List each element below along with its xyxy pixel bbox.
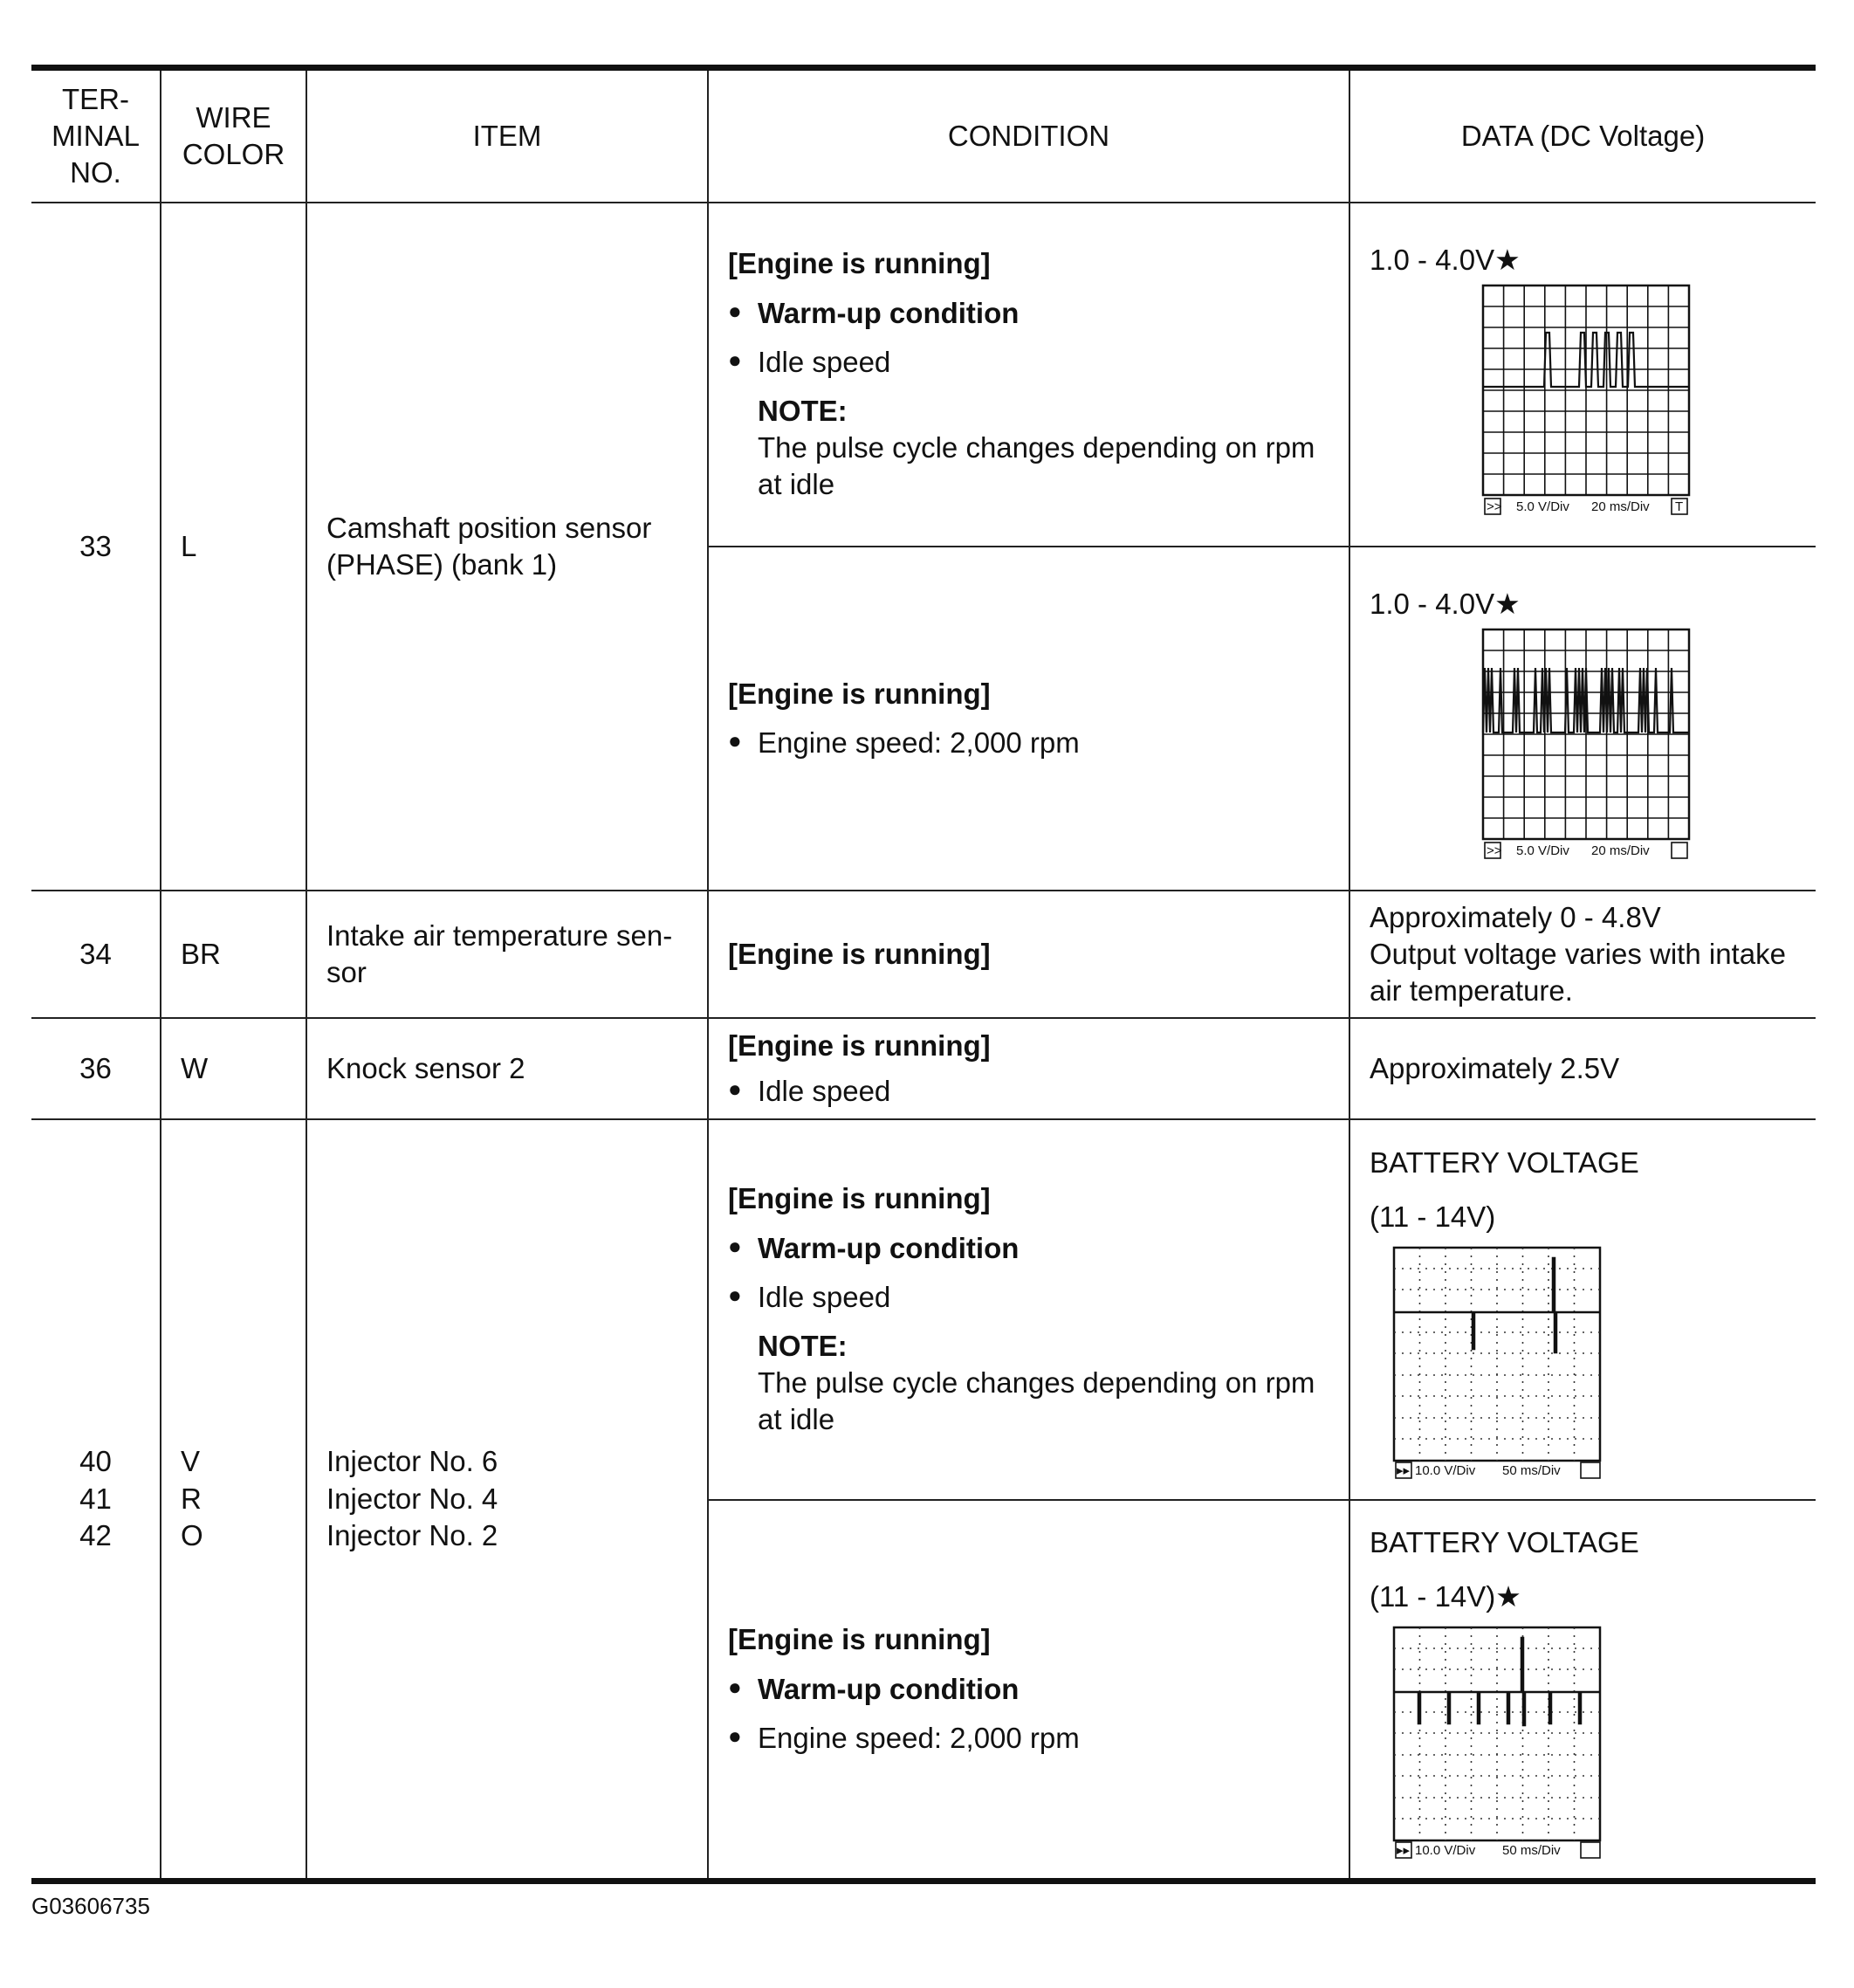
item-cell: Intake air temperature sen- sor <box>306 891 708 1018</box>
wire-color-cell: BR <box>161 891 306 1018</box>
data-cell <box>1349 203 1816 547</box>
condition-bullet: ● Idle speed <box>728 1279 1329 1316</box>
data-value: (11 - 14V)★ <box>1370 1579 1521 1613</box>
note-text: The pulse cycle changes depending on rpm at idle <box>758 1366 1315 1436</box>
scope-grid <box>1394 1627 1600 1840</box>
condition-note <box>728 393 1329 504</box>
condition-heading: [Engine is running] <box>728 1182 991 1215</box>
oscilloscope-waveform <box>1392 1246 1607 1482</box>
condition-heading: [Engine is running] <box>728 1623 991 1656</box>
terminal-cell: 36 <box>31 1018 161 1119</box>
condition-cell <box>708 891 1349 1018</box>
terminal-cell: 34 <box>31 891 161 1018</box>
note-label: NOTE: <box>758 395 848 427</box>
condition-cell <box>708 1018 1349 1119</box>
scope-run-icon: >> <box>1487 499 1502 515</box>
scope-volts-per-div: 5.0 V/Div <box>1516 499 1569 515</box>
table-row <box>31 203 1816 547</box>
condition-cell <box>708 1119 1349 1500</box>
condition-heading: [Engine is running] <box>728 247 991 280</box>
scope-run-icon: ▸▸ <box>1397 1463 1411 1479</box>
note-label: NOTE: <box>758 1330 848 1362</box>
scope-run-icon: >> <box>1487 843 1502 859</box>
wire-color-cell: L <box>161 203 306 891</box>
table-row <box>31 891 1816 1018</box>
wire-color-cell: V R O <box>161 1119 306 1881</box>
terminal-cell: 33 <box>31 203 161 891</box>
scope-volts-per-div: 10.0 V/Div <box>1415 1842 1476 1858</box>
note-text: The pulse cycle changes depending on rpm at idle <box>758 431 1315 501</box>
item-cell: Camshaft position sensor (PHASE) (bank 1) <box>306 203 708 891</box>
condition-heading: [Engine is running] <box>728 677 991 710</box>
condition-note <box>728 1328 1329 1439</box>
data-cell: Approximately 0 - 4.8V Output voltage varies with intake air temperature. <box>1349 891 1816 1018</box>
header-data: DATA (DC Voltage) <box>1349 68 1816 203</box>
condition-bullet: ● Warm-up condition <box>728 1671 1329 1708</box>
data-value: BATTERY VOLTAGE <box>1370 1145 1639 1179</box>
data-value: 1.0 - 4.0V★ <box>1370 243 1521 276</box>
condition-heading: [Engine is running] <box>728 937 991 970</box>
table-row <box>31 1018 1816 1119</box>
figure-id: G03606735 <box>31 1893 150 1919</box>
scope-grid <box>1394 1248 1600 1461</box>
scope-run-icon: ▸▸ <box>1397 1842 1411 1858</box>
data-value: (11 - 14V) <box>1370 1200 1496 1233</box>
header-terminal-no: TER- MINAL NO. <box>31 68 161 203</box>
scope-time-per-div: 50 ms/Div <box>1502 1842 1561 1858</box>
condition-bullet: ● Engine speed: 2,000 rpm <box>728 1720 1329 1757</box>
data-cell: Approximately 2.5V <box>1349 1018 1816 1119</box>
table-header-row <box>31 68 1816 203</box>
data-cell <box>1349 547 1816 891</box>
scope-volts-per-div: 5.0 V/Div <box>1516 843 1569 859</box>
header-condition: CONDITION <box>708 68 1349 203</box>
condition-cell <box>708 547 1349 891</box>
data-value: 1.0 - 4.0V★ <box>1370 587 1521 620</box>
terminal-cell: 40 41 42 <box>31 1119 161 1881</box>
condition-cell <box>708 1500 1349 1881</box>
scope-grid <box>1483 629 1689 839</box>
condition-cell <box>708 203 1349 547</box>
oscilloscope-waveform <box>1392 1626 1607 1861</box>
data-cell <box>1349 1500 1816 1881</box>
data-value: BATTERY VOLTAGE <box>1370 1525 1639 1558</box>
data-cell <box>1349 1119 1816 1500</box>
condition-bullet: ● Warm-up condition <box>728 295 1329 332</box>
scope-grid <box>1483 285 1689 495</box>
header-wire-color: WIRE COLOR <box>161 68 306 203</box>
condition-bullet: ● Idle speed <box>728 344 1329 381</box>
header-item: ITEM <box>306 68 708 203</box>
oscilloscope-waveform <box>1481 628 1700 863</box>
item-cell: Injector No. 6 Injector No. 4 Injector No. 2 <box>306 1119 708 1881</box>
condition-heading: [Engine is running] <box>728 1028 991 1062</box>
condition-bullet: ● Warm-up condition <box>728 1230 1329 1267</box>
item-cell: Knock sensor 2 <box>306 1018 708 1119</box>
scope-trigger-label: T <box>1675 499 1684 515</box>
table-row <box>31 1119 1816 1500</box>
scope-time-per-div: 50 ms/Div <box>1502 1463 1561 1479</box>
scope-time-per-div: 20 ms/Div <box>1591 843 1650 859</box>
wire-color-cell: W <box>161 1018 306 1119</box>
terminal-spec-table <box>31 65 1816 1884</box>
condition-bullet: ● Idle speed <box>728 1073 1329 1110</box>
condition-bullet: ● Engine speed: 2,000 rpm <box>728 725 1329 761</box>
oscilloscope-waveform <box>1481 284 1700 519</box>
scope-volts-per-div: 10.0 V/Div <box>1415 1463 1476 1479</box>
scope-time-per-div: 20 ms/Div <box>1591 499 1650 515</box>
